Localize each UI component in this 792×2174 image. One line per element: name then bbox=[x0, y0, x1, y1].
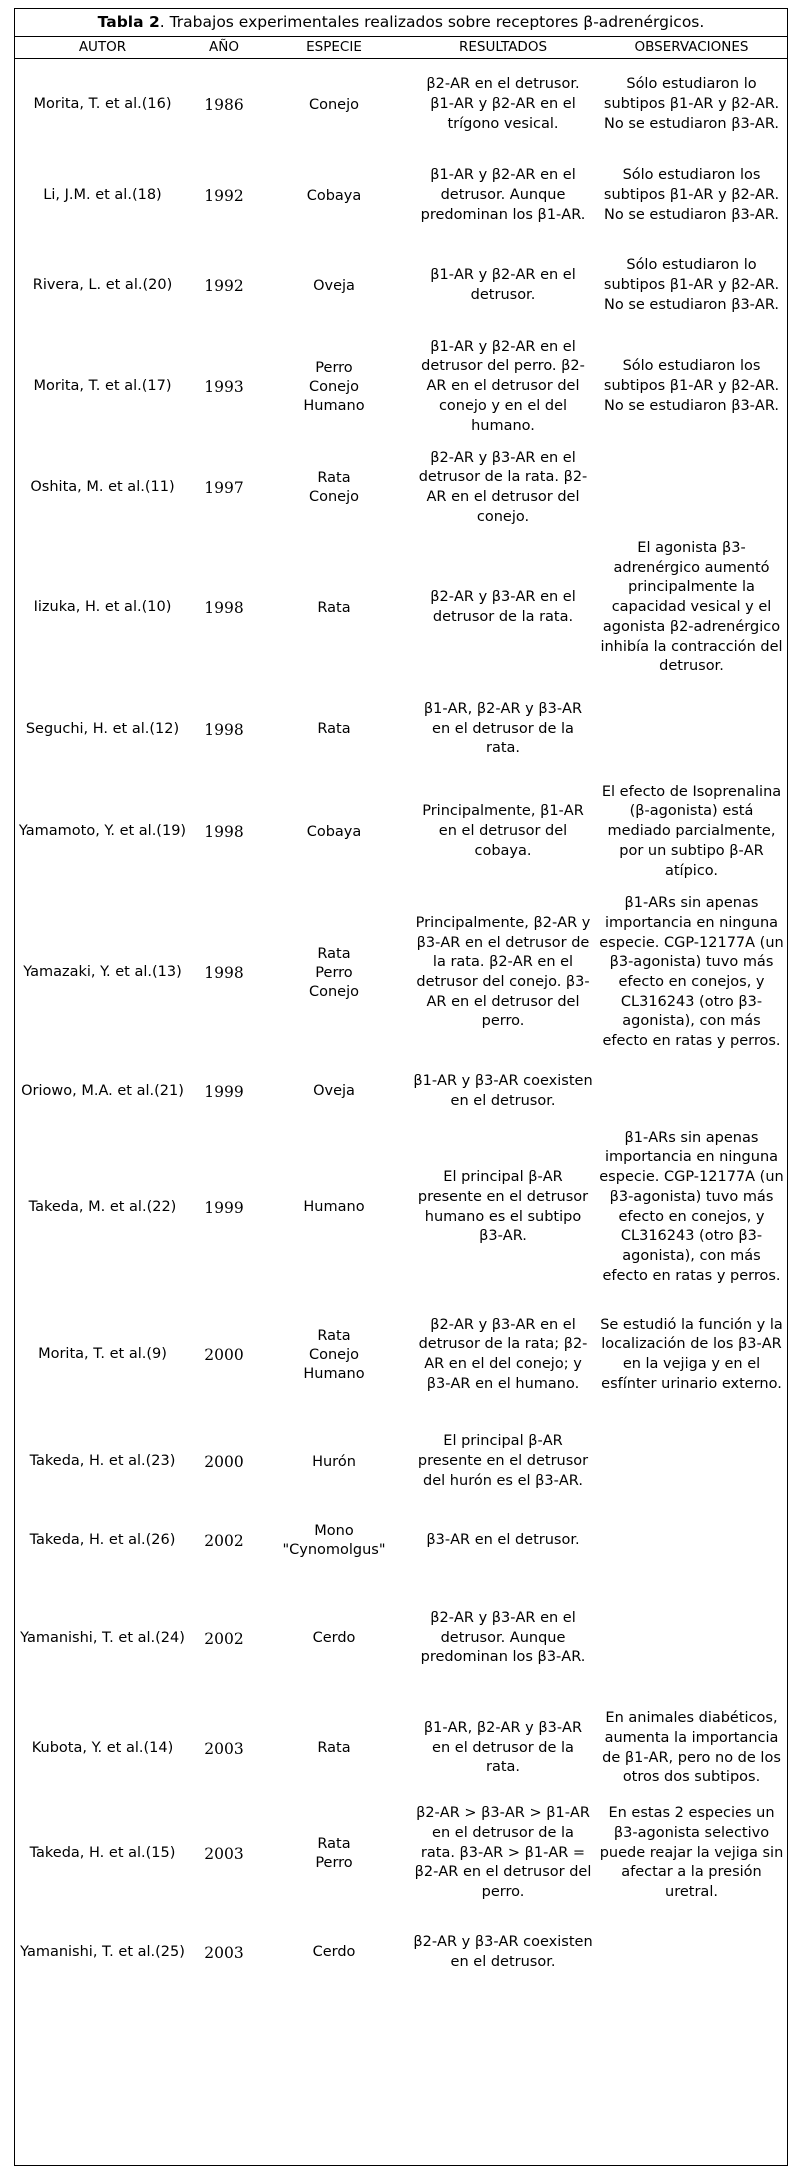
cell-especie bbox=[258, 1700, 410, 1797]
cell-anio-text: 2002 bbox=[204, 1531, 244, 1550]
cell-autor-text: Morita, T. et al.(9) bbox=[38, 1346, 167, 1363]
cell-observaciones-text: Sólo estudiaron lo subtipos β1-AR y β2-AR. No se estudiaron β3-AR. bbox=[603, 76, 780, 132]
cell-anio-text: 1998 bbox=[204, 823, 244, 841]
cell-especie bbox=[258, 683, 410, 776]
cell-resultados-text: El principal β-AR presente en el detrusor humano es el subtipo β3-AR. bbox=[417, 1169, 589, 1245]
cell-observaciones bbox=[596, 683, 787, 776]
cell-autor bbox=[15, 331, 190, 443]
table-row bbox=[15, 151, 787, 241]
cell-especie bbox=[258, 1290, 410, 1420]
cell-autor-text: Kubota, Y. et al.(14) bbox=[31, 1739, 174, 1756]
cell-autor-text: Yamanishi, T. et al.(25) bbox=[20, 1943, 185, 1960]
cell-resultados-text: β1-AR y β3-AR coexisten en el detrusor. bbox=[413, 1072, 593, 1109]
cell-autor bbox=[15, 151, 190, 241]
cell-especie-text: Rata Perro Conejo bbox=[308, 945, 359, 1000]
cell-especie-text: Rata Conejo Humano bbox=[303, 1327, 365, 1382]
cell-especie bbox=[258, 1577, 410, 1700]
cell-especie bbox=[258, 1504, 410, 1577]
cell-resultados bbox=[410, 683, 596, 776]
cell-observaciones bbox=[596, 331, 787, 443]
table-row bbox=[15, 331, 787, 443]
cell-autor-text: Oshita, M. et al.(11) bbox=[30, 479, 175, 496]
cell-resultados bbox=[410, 1700, 596, 1797]
cell-anio bbox=[190, 59, 258, 151]
cell-autor bbox=[15, 1797, 190, 1910]
cell-resultados-text: β1-AR, β2-AR y β3-AR en el detrusor de la rata. bbox=[423, 700, 583, 757]
cell-especie bbox=[258, 888, 410, 1058]
cell-resultados bbox=[410, 1420, 596, 1504]
cell-autor-text: Iizuka, H. et al.(10) bbox=[33, 599, 172, 616]
cell-resultados-text: β1-AR y β2-AR en el detrusor del perro. β2-AR en el detrusor del conejo y en el del humano. bbox=[421, 338, 585, 434]
cell-resultados bbox=[410, 1125, 596, 1290]
table-row bbox=[15, 776, 787, 888]
cell-anio bbox=[190, 241, 258, 331]
cell-resultados-text: El principal β-AR presente en el detrusor del hurón es el β3-AR. bbox=[417, 1433, 589, 1489]
cell-resultados-text: β2-AR y β3-AR coexisten en el detrusor. bbox=[413, 1933, 593, 1970]
cell-resultados bbox=[410, 59, 596, 151]
cell-observaciones-text: El efecto de Isoprenalina (β-agonista) está mediado parcialmente, por un subtipo β-AR atípico. bbox=[601, 783, 782, 879]
table-row bbox=[15, 1058, 787, 1125]
cell-resultados bbox=[410, 533, 596, 683]
cell-anio bbox=[190, 776, 258, 888]
cell-observaciones-text: En animales diabéticos, aumenta la importancia de β1-AR, pero no de los otros dos subtipos. bbox=[602, 1710, 781, 1786]
table-row bbox=[15, 59, 787, 151]
cell-especie bbox=[258, 151, 410, 241]
cell-observaciones-text: Sólo estudiaron los subtipos β1-AR y β2-AR. No se estudiaron β3-AR. bbox=[603, 358, 780, 414]
caption-text: . Trabajos experimentales realizados sobre receptores β-adrenérgicos. bbox=[159, 13, 705, 31]
cell-autor-text: Seguchi, H. et al.(12) bbox=[25, 720, 180, 737]
cell-observaciones bbox=[596, 1577, 787, 1700]
cell-resultados-text: Principalmente, β2-AR y β3-AR en el detrusor de la rata. β2-AR en el detrusor del conejo. β3-AR en el detrusor del perro. bbox=[415, 914, 591, 1030]
cell-anio-text: 2002 bbox=[204, 1629, 244, 1648]
cell-especie bbox=[258, 59, 410, 151]
cell-anio-text: 1998 bbox=[204, 599, 244, 617]
cell-autor-text: Li, J.M. et al.(18) bbox=[43, 187, 162, 204]
cell-resultados bbox=[410, 151, 596, 241]
cell-observaciones-text: β1-ARs sin apenas importancia en ninguna especie. CGP-12177A (un β3-agonista) tuvo más efecto en conejos, y CL316243 (otro β3-agonista), con más efecto en ratas y perros. bbox=[599, 895, 784, 1050]
cell-autor-text: Oriowo, M.A. et al.(21) bbox=[21, 1082, 184, 1099]
cell-autor-text: Takeda, H. et al.(26) bbox=[29, 1531, 176, 1548]
cell-especie bbox=[258, 1910, 410, 1995]
cell-resultados bbox=[410, 241, 596, 331]
cell-observaciones bbox=[596, 1797, 787, 1910]
cell-observaciones-text: Sólo estudiaron lo subtipos β1-AR y β2-AR. No se estudiaron β3-AR. bbox=[603, 257, 780, 313]
cell-resultados-text: β2-AR y β3-AR en el detrusor. Aunque predominan los β3-AR. bbox=[420, 1609, 586, 1666]
cell-observaciones-text: β1-ARs sin apenas importancia en ninguna especie. CGP-12177A (un β3-agonista) tuvo más efecto en conejos, y CL316243 (otro β3-agonista), con más efecto en ratas y perros. bbox=[599, 1129, 784, 1284]
cell-resultados bbox=[410, 888, 596, 1058]
cell-anio bbox=[190, 683, 258, 776]
cell-autor bbox=[15, 1290, 190, 1420]
cell-anio-text: 1992 bbox=[204, 277, 244, 295]
cell-resultados bbox=[410, 1504, 596, 1577]
cell-observaciones bbox=[596, 533, 787, 683]
cell-anio bbox=[190, 1797, 258, 1910]
cell-anio-text: 1999 bbox=[204, 1082, 244, 1101]
table-row bbox=[15, 1504, 787, 1577]
cell-resultados bbox=[410, 1797, 596, 1910]
cell-observaciones bbox=[596, 443, 787, 533]
cell-resultados bbox=[410, 1290, 596, 1420]
cell-observaciones bbox=[596, 888, 787, 1058]
cell-autor-text: Takeda, H. et al.(23) bbox=[29, 1453, 176, 1470]
table-row bbox=[15, 1290, 787, 1420]
cell-autor-text: Yamazaki, Y. et al.(13) bbox=[23, 964, 182, 981]
cell-anio bbox=[190, 888, 258, 1058]
cell-observaciones bbox=[596, 1420, 787, 1504]
cell-autor bbox=[15, 1700, 190, 1797]
cell-autor-text: Takeda, H. et al.(15) bbox=[29, 1844, 176, 1861]
cell-observaciones bbox=[596, 1125, 787, 1290]
cell-especie bbox=[258, 1420, 410, 1504]
cell-anio-text: 2003 bbox=[204, 1943, 244, 1962]
cell-especie-text: Cerdo bbox=[312, 1630, 356, 1646]
cell-observaciones bbox=[596, 1910, 787, 1995]
cell-resultados-text: β1-AR y β2-AR en el detrusor. bbox=[430, 267, 576, 303]
cell-anio-text: 1992 bbox=[204, 187, 244, 205]
cell-autor bbox=[15, 59, 190, 151]
cell-autor bbox=[15, 1058, 190, 1125]
cell-observaciones bbox=[596, 1700, 787, 1797]
cell-especie-text: Perro Conejo Humano bbox=[303, 359, 365, 414]
cell-anio bbox=[190, 1290, 258, 1420]
cell-observaciones bbox=[596, 241, 787, 331]
cell-anio bbox=[190, 443, 258, 533]
cell-especie-text: Oveja bbox=[313, 277, 355, 294]
cell-autor bbox=[15, 1125, 190, 1290]
table-row bbox=[15, 241, 787, 331]
cell-especie bbox=[258, 331, 410, 443]
cell-anio-text: 2003 bbox=[204, 1739, 244, 1758]
cell-autor bbox=[15, 683, 190, 776]
cell-autor bbox=[15, 1910, 190, 1995]
cell-observaciones bbox=[596, 1504, 787, 1577]
cell-especie-text: Rata bbox=[317, 1740, 351, 1756]
cell-especie-text: Oveja bbox=[313, 1083, 355, 1099]
cell-resultados bbox=[410, 331, 596, 443]
cell-observaciones-text: En estas 2 especies un β3-agonista selectivo puede reajar la vejiga sin afectar a la presión uretral. bbox=[599, 1805, 784, 1901]
cell-anio-text: 1999 bbox=[204, 1198, 244, 1217]
cell-observaciones bbox=[596, 776, 787, 888]
cell-resultados-text: β2-AR y β3-AR en el detrusor de la rata. β2-AR en el detrusor del conejo. bbox=[418, 449, 588, 525]
cell-autor bbox=[15, 1577, 190, 1700]
cell-autor bbox=[15, 533, 190, 683]
cell-observaciones bbox=[596, 1290, 787, 1420]
cell-anio bbox=[190, 1504, 258, 1577]
cell-especie-text: Cobaya bbox=[306, 823, 362, 840]
cell-observaciones bbox=[596, 151, 787, 241]
cell-anio bbox=[190, 151, 258, 241]
cell-autor-text: Morita, T. et al.(17) bbox=[33, 378, 172, 395]
cell-especie bbox=[258, 533, 410, 683]
cell-autor-text: Takeda, M. et al.(22) bbox=[28, 1198, 177, 1215]
cell-observaciones-text: Se estudió la función y la localización de los β3-AR en la vejiga y en el esfínter urinario externo. bbox=[600, 1316, 783, 1392]
cell-anio bbox=[190, 1577, 258, 1700]
cell-autor-text: Yamamoto, Y. et al.(19) bbox=[18, 823, 187, 840]
cell-resultados-text: β2-AR en el detrusor. β1-AR y β2-AR en el trígono vesical. bbox=[426, 76, 580, 132]
cell-anio-text: 1998 bbox=[204, 964, 244, 982]
cell-especie-text: Rata Conejo bbox=[308, 470, 359, 505]
cell-autor bbox=[15, 888, 190, 1058]
cell-resultados bbox=[410, 776, 596, 888]
cell-especie bbox=[258, 1058, 410, 1125]
cell-especie bbox=[258, 776, 410, 888]
header-autor: AUTOR bbox=[78, 39, 127, 55]
cell-observaciones bbox=[596, 59, 787, 151]
cell-resultados-text: β3-AR en el detrusor. bbox=[426, 1531, 580, 1548]
cell-anio bbox=[190, 1420, 258, 1504]
cell-anio-text: 2000 bbox=[204, 1346, 244, 1364]
cell-resultados-text: β2-AR y β3-AR en el detrusor de la rata. bbox=[430, 589, 576, 625]
cell-observaciones-text: Sólo estudiaron los subtipos β1-AR y β2-AR. No se estudiaron β3-AR. bbox=[603, 167, 780, 223]
cell-especie-text: Rata bbox=[317, 599, 351, 616]
cell-especie-text: Conejo bbox=[308, 96, 359, 113]
cell-autor bbox=[15, 1420, 190, 1504]
cell-resultados-text: Principalmente, β1-AR en el detrusor del cobaya. bbox=[422, 803, 584, 859]
cell-anio bbox=[190, 1058, 258, 1125]
cell-autor bbox=[15, 241, 190, 331]
table-caption bbox=[15, 9, 787, 37]
header-anio: AÑO bbox=[209, 39, 239, 55]
cell-anio-text: 1998 bbox=[204, 720, 244, 739]
cell-anio-text: 2003 bbox=[204, 1844, 244, 1863]
cell-especie bbox=[258, 1797, 410, 1910]
table bbox=[14, 8, 788, 2166]
table-row bbox=[15, 443, 787, 533]
cell-resultados bbox=[410, 1910, 596, 1995]
cell-especie-text: Rata Perro bbox=[315, 1835, 353, 1871]
table-header-row bbox=[15, 37, 787, 59]
cell-resultados bbox=[410, 443, 596, 533]
cell-especie-text: Humano bbox=[303, 1199, 365, 1215]
cell-especie-text: Hurón bbox=[312, 1453, 356, 1470]
cell-autor-text: Morita, T. et al.(16) bbox=[33, 96, 172, 113]
cell-observaciones-text: El agonista β3-adrenérgico aumentó principalmente la capacidad vesical y el agonista β2-adrenérgico inhibía la contracción del detrusor. bbox=[600, 540, 783, 675]
cell-anio-text: 1993 bbox=[204, 378, 244, 396]
cell-resultados bbox=[410, 1577, 596, 1700]
table-row bbox=[15, 1910, 787, 1995]
table-row bbox=[15, 683, 787, 776]
cell-anio bbox=[190, 1910, 258, 1995]
table-row bbox=[15, 888, 787, 1058]
table-body bbox=[15, 59, 787, 1995]
table-row bbox=[15, 1125, 787, 1290]
cell-autor bbox=[15, 443, 190, 533]
cell-observaciones bbox=[596, 1058, 787, 1125]
table-row bbox=[15, 1420, 787, 1504]
cell-autor bbox=[15, 776, 190, 888]
cell-especie-text: Mono "Cynomolgus" bbox=[282, 1522, 386, 1558]
cell-especie bbox=[258, 1125, 410, 1290]
cell-anio bbox=[190, 1125, 258, 1290]
cell-anio bbox=[190, 533, 258, 683]
cell-resultados-text: β2-AR > β3-AR > β1-AR en el detrusor de la rata. β3-AR > β1-AR = β2-AR en el detrusor del perro. bbox=[414, 1805, 592, 1901]
cell-anio bbox=[190, 331, 258, 443]
header-resultados: RESULTADOS bbox=[458, 39, 548, 55]
cell-especie bbox=[258, 241, 410, 331]
cell-especie-text: Rata bbox=[317, 721, 351, 737]
cell-autor-text: Yamanishi, T. et al.(24) bbox=[20, 1629, 185, 1646]
table-row bbox=[15, 1797, 787, 1910]
cell-anio-text: 1986 bbox=[204, 96, 244, 114]
table-row bbox=[15, 533, 787, 683]
table-row bbox=[15, 1577, 787, 1700]
cell-autor-text: Rivera, L. et al.(20) bbox=[32, 277, 173, 294]
header-observaciones: OBSERVACIONES bbox=[634, 39, 749, 55]
cell-anio bbox=[190, 1700, 258, 1797]
cell-resultados bbox=[410, 1058, 596, 1125]
cell-resultados-text: β1-AR y β2-AR en el detrusor. Aunque predominan los β1-AR. bbox=[420, 167, 586, 223]
cell-especie bbox=[258, 443, 410, 533]
cell-resultados-text: β1-AR, β2-AR y β3-AR en el detrusor de la rata. bbox=[423, 1719, 583, 1776]
caption-label: Tabla 2 bbox=[97, 13, 160, 31]
cell-especie-text: Cerdo bbox=[312, 1944, 356, 1960]
cell-autor bbox=[15, 1504, 190, 1577]
cell-anio-text: 2000 bbox=[204, 1453, 244, 1471]
cell-especie-text: Cobaya bbox=[306, 187, 362, 204]
cell-anio-text: 1997 bbox=[204, 479, 244, 497]
header-especie: ESPECIE bbox=[306, 39, 362, 55]
cell-resultados-text: β2-AR y β3-AR en el detrusor de la rata; β2-AR en el del conejo; y β3-AR en el humano. bbox=[418, 1316, 588, 1392]
table-row bbox=[15, 1700, 787, 1797]
